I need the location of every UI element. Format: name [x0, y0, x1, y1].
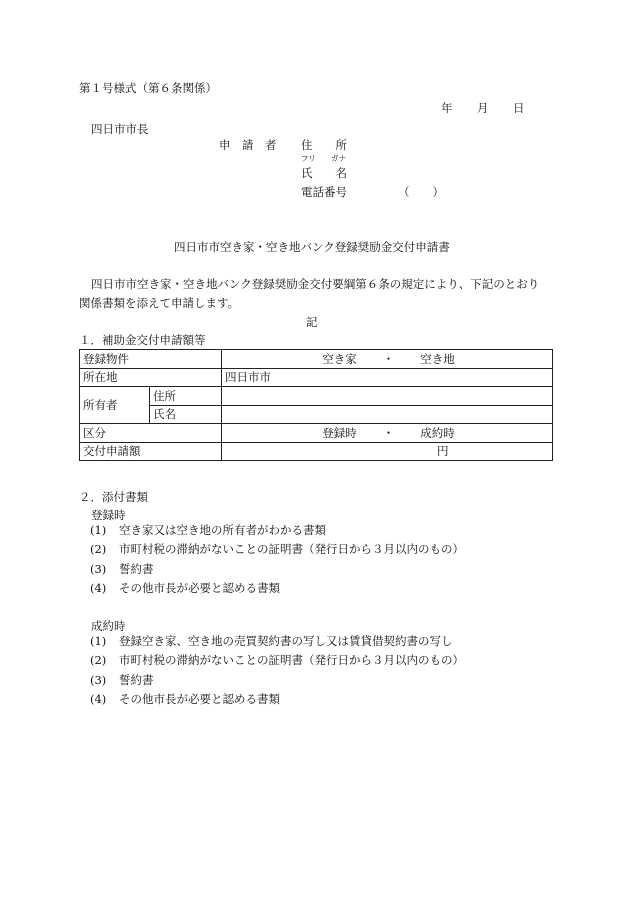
amount-value [222, 442, 553, 461]
list-item [90, 521, 464, 540]
applicant-label: 申 請 者 [219, 138, 277, 152]
document-title: 四日市市空き家・空き地バンク登録奨励金交付申請書 [174, 240, 450, 254]
registration-time-label: 登録時 [91, 508, 126, 522]
section-2-heading: ２．添付書類 [79, 490, 148, 504]
table-row-location [80, 368, 553, 387]
list-item-number: (4) [90, 580, 107, 595]
owner-address-label: 住所 [150, 387, 222, 406]
owner-name-label: 氏名 [150, 405, 222, 424]
property-options [222, 350, 553, 369]
contract-documents-list [90, 632, 464, 709]
applicant-phone-label: 電話番号 [301, 185, 347, 199]
registration-documents-list [90, 521, 464, 598]
list-item-number: (1) [90, 634, 107, 648]
application-table [79, 349, 553, 461]
list-item [90, 690, 464, 709]
contract-time-label: 成約時 [91, 619, 126, 633]
amount-label: 交付申請額 [80, 442, 222, 461]
addressee: 四日市市長 [91, 122, 149, 136]
list-item-text: 市町村税の滞納がないことの証明書（発行日から３月以内のもの） [119, 653, 464, 668]
form-number-label: 第１号様式（第６条関係） [79, 81, 217, 95]
list-item-text: 市町村税の滞納がないことの証明書（発行日から３月以内のもの） [119, 542, 464, 557]
phone-area-code-paren: （ ） [398, 185, 444, 199]
category-separator: ・ [382, 425, 395, 440]
table-row-owner-address [80, 387, 553, 406]
category-option-contract: 成約時 [420, 425, 455, 440]
section-1-heading: １．補助金交付申請額等 [79, 333, 206, 347]
table-row-amount [80, 442, 553, 461]
furigana-label-2: ガナ [331, 154, 346, 163]
property-separator: ・ [382, 351, 395, 366]
list-item-number: (2) [90, 542, 107, 557]
list-item-number: (3) [90, 561, 107, 576]
applicant-name-label: 氏 名 [301, 166, 347, 180]
table-row-property [80, 350, 553, 369]
list-item [90, 540, 464, 559]
property-option-vacant-lot: 空き地 [420, 351, 455, 366]
list-item-text: その他市長が必要と認める書類 [119, 691, 280, 706]
category-options [222, 424, 553, 443]
location-value: 四日市市 [222, 368, 553, 387]
list-item-text: 登録空き家、空き地の売買契約書の写し又は賃貸借契約書の写し [119, 634, 453, 648]
list-item-text: 誓約書 [119, 561, 154, 576]
applicant-address-label: 住 所 [301, 138, 347, 152]
list-item [90, 560, 464, 579]
list-item [90, 671, 464, 690]
ki-marker: 記 [306, 315, 318, 329]
location-label: 所在地 [80, 368, 222, 387]
list-item [90, 632, 464, 651]
owner-label: 所有者 [80, 387, 150, 424]
table-row-category [80, 424, 553, 443]
property-label: 登録物件 [80, 350, 222, 369]
list-item-number: (3) [90, 672, 107, 687]
body-text-line-2: 関係書類を添えて申請します。 [79, 296, 240, 310]
owner-name-value [222, 405, 553, 424]
list-item-text: その他市長が必要と認める書類 [119, 580, 280, 595]
list-item-number: (1) [90, 523, 107, 537]
list-item [90, 579, 464, 598]
owner-address-value [222, 387, 553, 406]
furigana-label-1: フリ [301, 154, 316, 163]
date-day-label: 日 [513, 101, 525, 115]
list-item-text: 誓約書 [119, 672, 154, 687]
list-item [90, 651, 464, 670]
table-row-owner-name [80, 405, 553, 424]
category-label: 区分 [80, 424, 222, 443]
date-month-label: 月 [477, 101, 489, 115]
list-item-number: (2) [90, 653, 107, 668]
category-option-registration: 登録時 [322, 425, 357, 440]
list-item-text: 空き家又は空き地の所有者がわかる書類 [119, 523, 326, 537]
date-year-label: 年 [441, 101, 453, 115]
amount-unit: 円 [437, 444, 449, 459]
list-item-number: (4) [90, 691, 107, 706]
body-text-line-1: 四日市市空き家・空き地バンク登録奨励金交付要綱第６条の規定により、下記のとおり [91, 277, 540, 291]
property-option-vacant-house: 空き家 [322, 351, 357, 366]
